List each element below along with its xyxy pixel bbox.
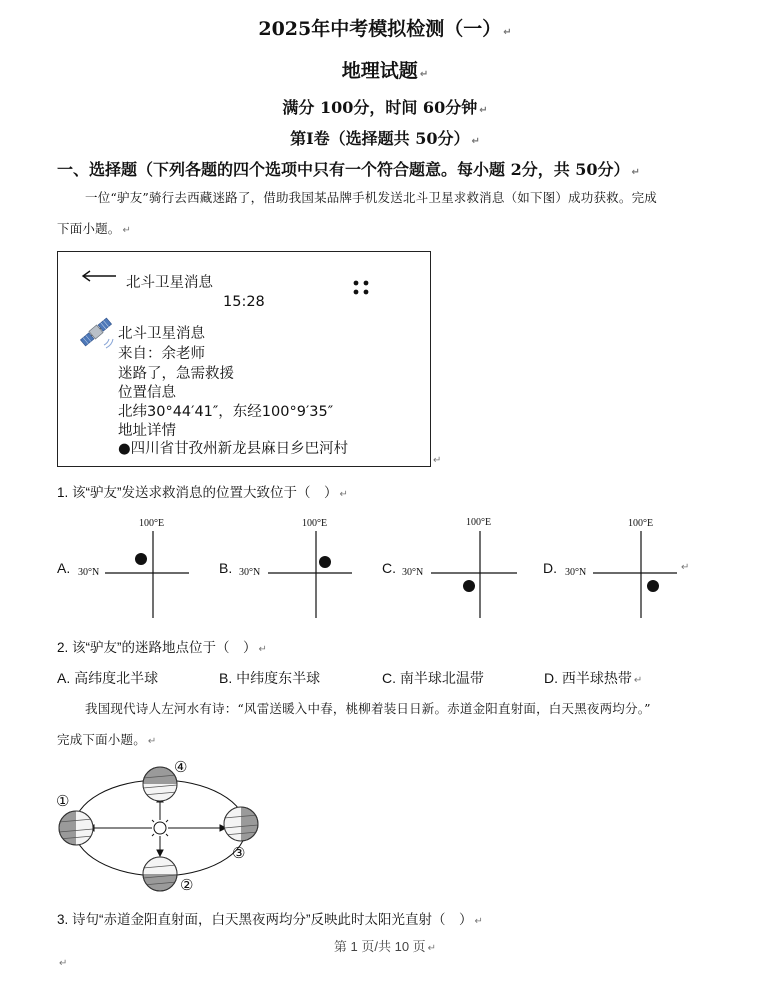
option-a-lat: 30°N xyxy=(78,567,100,578)
question-3: 3. 诗句“赤道金阳直射面，白天黑夜两均分”反映此时太阳光直射（ ） ↵ xyxy=(57,912,483,927)
option-c-lat: 30°N xyxy=(402,567,424,578)
section-heading: 一、选择题（下列各题的四个选项中只有一个符合题意。每小题 2分，共 50分） ↵ xyxy=(57,160,640,179)
question-1: 1. 该“驴友”发送求救消息的位置大致位于（ ） ↵ xyxy=(57,485,348,500)
earth-1 xyxy=(59,811,93,845)
intro1-line2: 下面小题。 ↵ xyxy=(57,221,132,236)
position-label-3: ③ xyxy=(232,844,246,862)
q2-option-a[interactable]: A. 高纬度北半球 xyxy=(57,670,159,686)
more-dots-icon xyxy=(351,278,375,302)
option-a-diagram xyxy=(105,531,189,618)
sun-icon xyxy=(149,817,171,839)
position-label-1: ① xyxy=(56,792,70,810)
score-time-line: 满分 100分，时间 60分钟 ↵ xyxy=(282,98,488,117)
volume-title: 第Ⅰ卷（选择题共 50分） ↵ xyxy=(290,129,480,148)
exam-title: 2025年中考模拟检测（一） ↵ xyxy=(258,18,512,40)
option-a-letter[interactable]: A. xyxy=(57,560,71,576)
q1-option-diagrams xyxy=(57,514,717,624)
intro1-line1: 一位“驴友”骑行去西藏迷路了，借助我国某品牌手机发送北斗卫星求救消息（如下图）成功获救。完成 xyxy=(85,190,657,205)
position-label-2: ② xyxy=(180,876,194,894)
option-d-lat: 30°N xyxy=(565,567,587,578)
intro2-line1: 我国现代诗人左河水有诗：“风雷送暖入中春，桃柳着装日日新。赤道金阳直射面，白天黑夜两均分。” xyxy=(85,701,651,716)
option-b-letter[interactable]: B. xyxy=(219,560,233,576)
earth-2 xyxy=(143,857,177,891)
q2-option-c[interactable]: C. 南半球北温带 xyxy=(382,670,484,686)
message-from: 来自：余老师 xyxy=(118,346,205,362)
option-d-letter[interactable]: D. xyxy=(543,560,557,576)
message-body: 迷路了，急需救援 xyxy=(118,366,234,382)
position-label-4: ④ xyxy=(174,758,188,776)
back-arrow-icon xyxy=(80,269,118,287)
option-d-lon: 100°E xyxy=(628,518,654,529)
subject-title: 地理试题 ↵ xyxy=(341,60,429,82)
return-mark: ↵ xyxy=(433,455,442,466)
return-mark: ↵ xyxy=(59,958,68,969)
option-b-lon: 100°E xyxy=(302,518,328,529)
q2-option-b[interactable]: B. 中纬度东半球 xyxy=(219,670,321,686)
earth-3 xyxy=(224,807,258,841)
return-mark: ↵ xyxy=(681,562,690,573)
address-label: 地址详情 xyxy=(118,423,176,439)
message-header: 北斗卫星消息 xyxy=(126,275,213,291)
intro2-line2: 完成下面小题。 ↵ xyxy=(57,732,157,747)
earth-4 xyxy=(143,767,177,801)
page-number: 第 1 页/共 10 页 ↵ xyxy=(333,939,437,954)
address-value: ●四川省甘孜州新龙县麻日乡巴河村 xyxy=(118,441,349,457)
satellite-icon xyxy=(76,312,116,356)
earth-orbit-diagram xyxy=(52,756,277,896)
message-time: 15:28 xyxy=(223,294,265,310)
location-label: 位置信息 xyxy=(118,385,176,401)
option-d-diagram xyxy=(593,531,677,618)
beidou-message-figure xyxy=(57,251,431,467)
option-c-lon: 100°E xyxy=(466,517,492,528)
option-b-lat: 30°N xyxy=(239,567,261,578)
location-coords: 北纬30°44′41″，东经100°9′35″ xyxy=(118,404,334,420)
option-a-lon: 100°E xyxy=(139,518,165,529)
option-c-diagram xyxy=(431,531,517,618)
option-c-letter[interactable]: C. xyxy=(382,560,396,576)
q2-option-d[interactable]: D. 西半球热带 ↵ xyxy=(544,670,643,686)
question-2: 2. 该“驴友”的迷路地点位于（ ） ↵ xyxy=(57,640,267,655)
option-b-diagram xyxy=(268,531,352,618)
message-title: 北斗卫星消息 xyxy=(118,326,205,342)
